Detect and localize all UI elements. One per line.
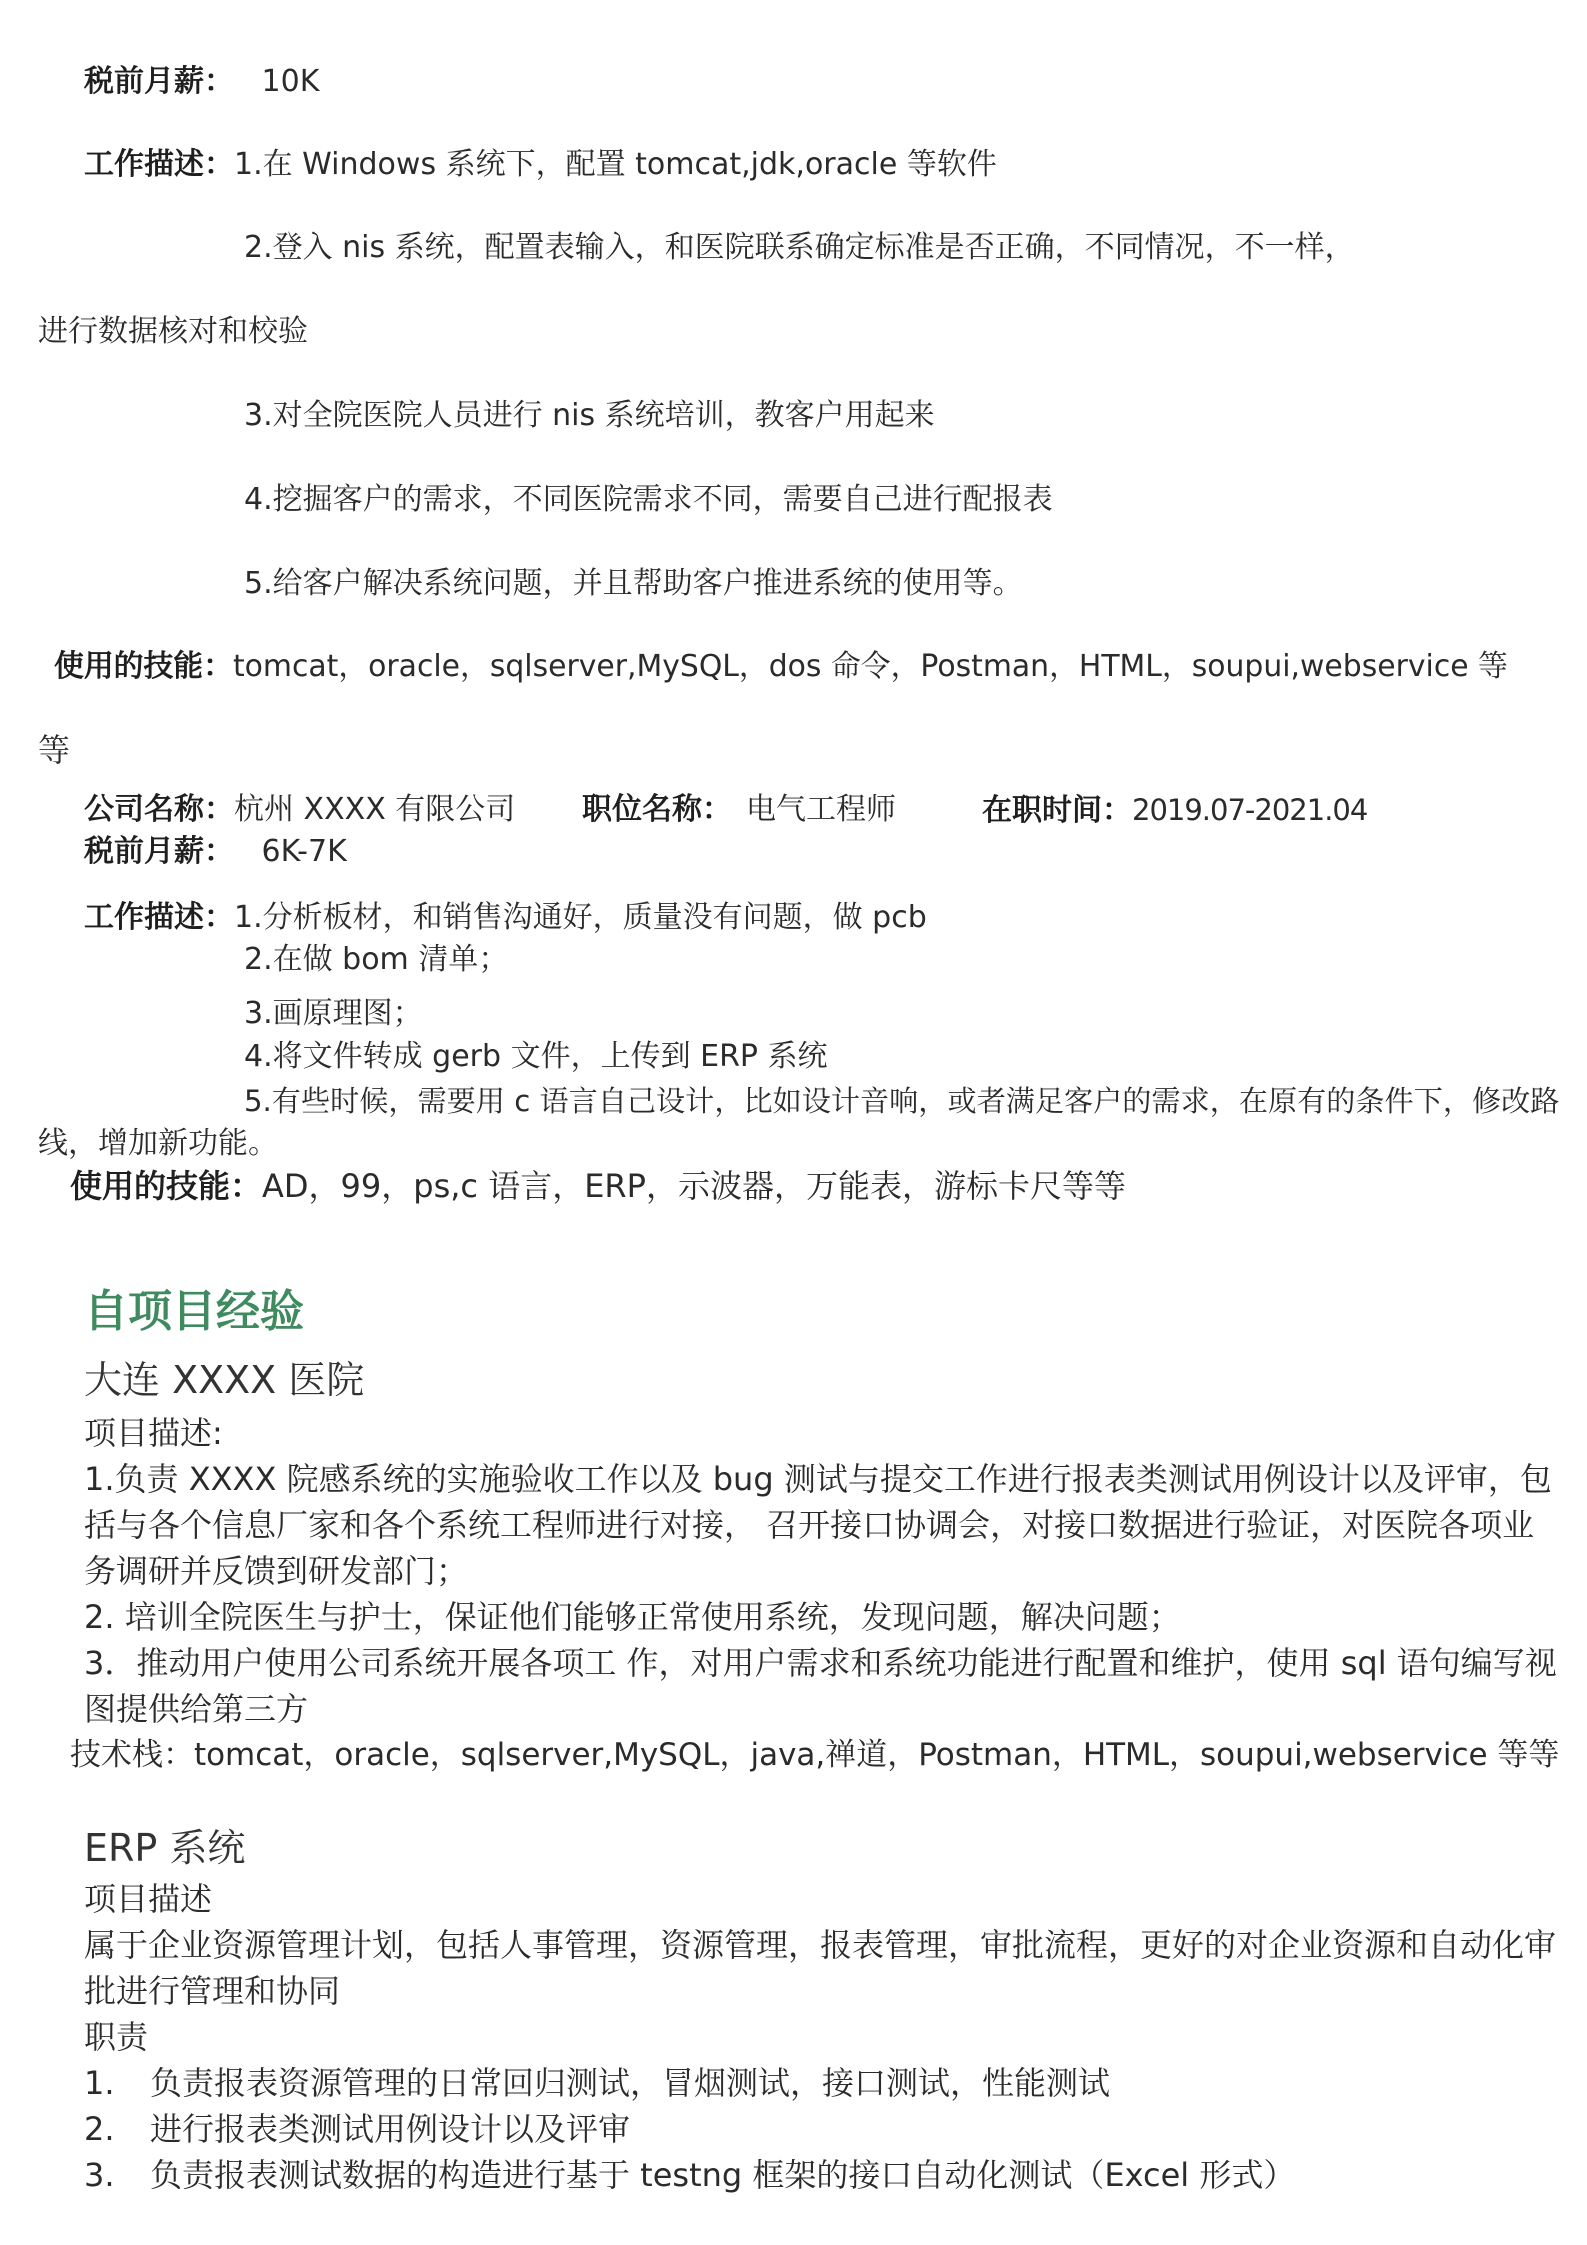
job2-period xyxy=(982,790,1367,831)
duty-item xyxy=(84,2152,1295,2198)
duty-text: 负责报表资源管理的日常回归测试，冒烟测试，接口测试，性能测试 xyxy=(150,2064,1111,2102)
project-desc-line: 批进行管理和协同 xyxy=(84,1972,341,2010)
project-desc-line: 务调研并反馈到研发部门； xyxy=(84,1552,469,1590)
work-desc-label: 工作描述： xyxy=(84,147,234,182)
project-desc-line: 括与各个信息厂家和各个系统工程师进行对接， 召开接口协调会，对接口数据进行验证，对医院各项业 xyxy=(84,1506,1535,1544)
duty-item xyxy=(84,2106,630,2152)
company-value: 杭州 XXXX 有限公司 xyxy=(234,792,516,827)
project-desc-line: 2. 培训全院医生与护士，保证他们能够正常使用系统，发现问题，解决问题； xyxy=(84,1598,1181,1636)
duty-text: 进行报表类测试用例设计以及评审 xyxy=(150,2110,631,2148)
job1-skills-row xyxy=(54,643,1508,690)
section-title: 自项目经验 xyxy=(84,1286,304,1337)
skills-value: tomcat，oracle，sqlserver,MySQL，dos 命令，Postman，HTML，soupui,webservice 等 xyxy=(232,649,1508,684)
job1-desc-row xyxy=(84,145,997,185)
skills-label: 使用的技能： xyxy=(54,649,233,684)
duty-number: 2. xyxy=(84,2110,115,2148)
job2-skills-row xyxy=(70,1163,1126,1209)
work-desc-line: 4.挖掘客户的需求，不同医院需求不同，需要自己进行配报表 xyxy=(244,482,1053,517)
period-label: 在职时间： xyxy=(982,793,1132,828)
skills-label: 使用的技能： xyxy=(70,1167,263,1205)
project-desc-line: 属于企业资源管理计划，包括人事管理，资源管理，报表管理，审批流程，更好的对企业资源和自动化审 xyxy=(84,1926,1557,1964)
skills-wrap: 等 xyxy=(38,731,71,769)
job1-salary-row xyxy=(84,62,319,102)
salary-label: 税前月薪： xyxy=(84,64,234,99)
salary-value: 10K xyxy=(261,64,320,99)
job2-position xyxy=(582,790,896,830)
project-desc-label: 项目描述 xyxy=(84,1880,213,1918)
work-desc-line: 5.给客户解决系统问题，并且帮助客户推进系统的使用等。 xyxy=(244,566,1023,601)
duty-number: 1. xyxy=(84,2064,115,2102)
work-desc-line: 进行数据核对和校验 xyxy=(38,314,308,349)
tech-stack: 技术栈：tomcat，oracle，sqlserver,MySQL，java,禅道，Postman，HTML，soupui,webservice 等等 xyxy=(70,1737,1560,1773)
skills-value: AD，99，ps,c 语言，ERP，示波器，万能表，游标卡尺等等 xyxy=(262,1167,1126,1205)
project-name: ERP 系统 xyxy=(84,1826,246,1870)
work-desc-line: 3.对全院医院人员进行 nis 系统培训，教客户用起来 xyxy=(244,398,935,433)
work-desc-line: 1.分析板材，和销售沟通好，质量没有问题，做 pcb xyxy=(234,900,927,935)
duty-text: 负责报表测试数据的构造进行基于 testng 框架的接口自动化测试（Excel 形式） xyxy=(150,2156,1296,2194)
work-desc-line: 1.在 Windows 系统下，配置 tomcat,jdk,oracle 等软件 xyxy=(234,147,997,182)
duty-number: 3. xyxy=(84,2156,115,2194)
project-name: 大连 XXXX 医院 xyxy=(84,1358,365,1402)
work-desc-line: 4.将文件转成 gerb 文件，上传到 ERP 系统 xyxy=(244,1039,828,1074)
position-value: 电气工程师 xyxy=(746,792,896,827)
position-label: 职位名称： xyxy=(582,792,732,827)
job2-header-row xyxy=(84,790,515,830)
work-desc-line: 3.画原理图； xyxy=(244,996,423,1031)
duty-label: 职责 xyxy=(84,2018,149,2056)
work-desc-label: 工作描述： xyxy=(84,900,234,935)
work-desc-line: 线，增加新功能。 xyxy=(38,1126,278,1161)
project-desc-line: 1.负责 XXXX 院感系统的实施验收工作以及 bug 测试与提交工作进行报表类测试用例设计以及评审，包 xyxy=(84,1460,1552,1498)
project-desc-line: 图提供给第三方 xyxy=(84,1690,309,1728)
job2-salary-row xyxy=(84,832,347,872)
period-value: 2019.07-2021.04 xyxy=(1132,793,1368,827)
work-desc-line: 2.在做 bom 清单； xyxy=(244,942,509,977)
work-desc-line: 5.有些时候，需要用 c 语言自己设计，比如设计音响，或者满足客户的需求，在原有的条件下，修改路 xyxy=(244,1084,1560,1118)
duty-item xyxy=(84,2060,1110,2106)
salary-value: 6K-7K xyxy=(261,834,347,869)
project-desc-line: 3．推动用户使用公司系统开展各项工 作，对用户需求和系统功能进行配置和维护，使用 sql 语句编写视 xyxy=(84,1644,1557,1682)
project-desc-label: 项目描述: xyxy=(84,1414,223,1452)
job2-desc-row xyxy=(84,898,927,938)
company-label: 公司名称： xyxy=(84,792,234,827)
salary-label: 税前月薪： xyxy=(84,834,234,869)
work-desc-line: 2.登入 nis 系统，配置表输入，和医院联系确定标准是否正确，不同情况，不一样， xyxy=(244,230,1355,265)
